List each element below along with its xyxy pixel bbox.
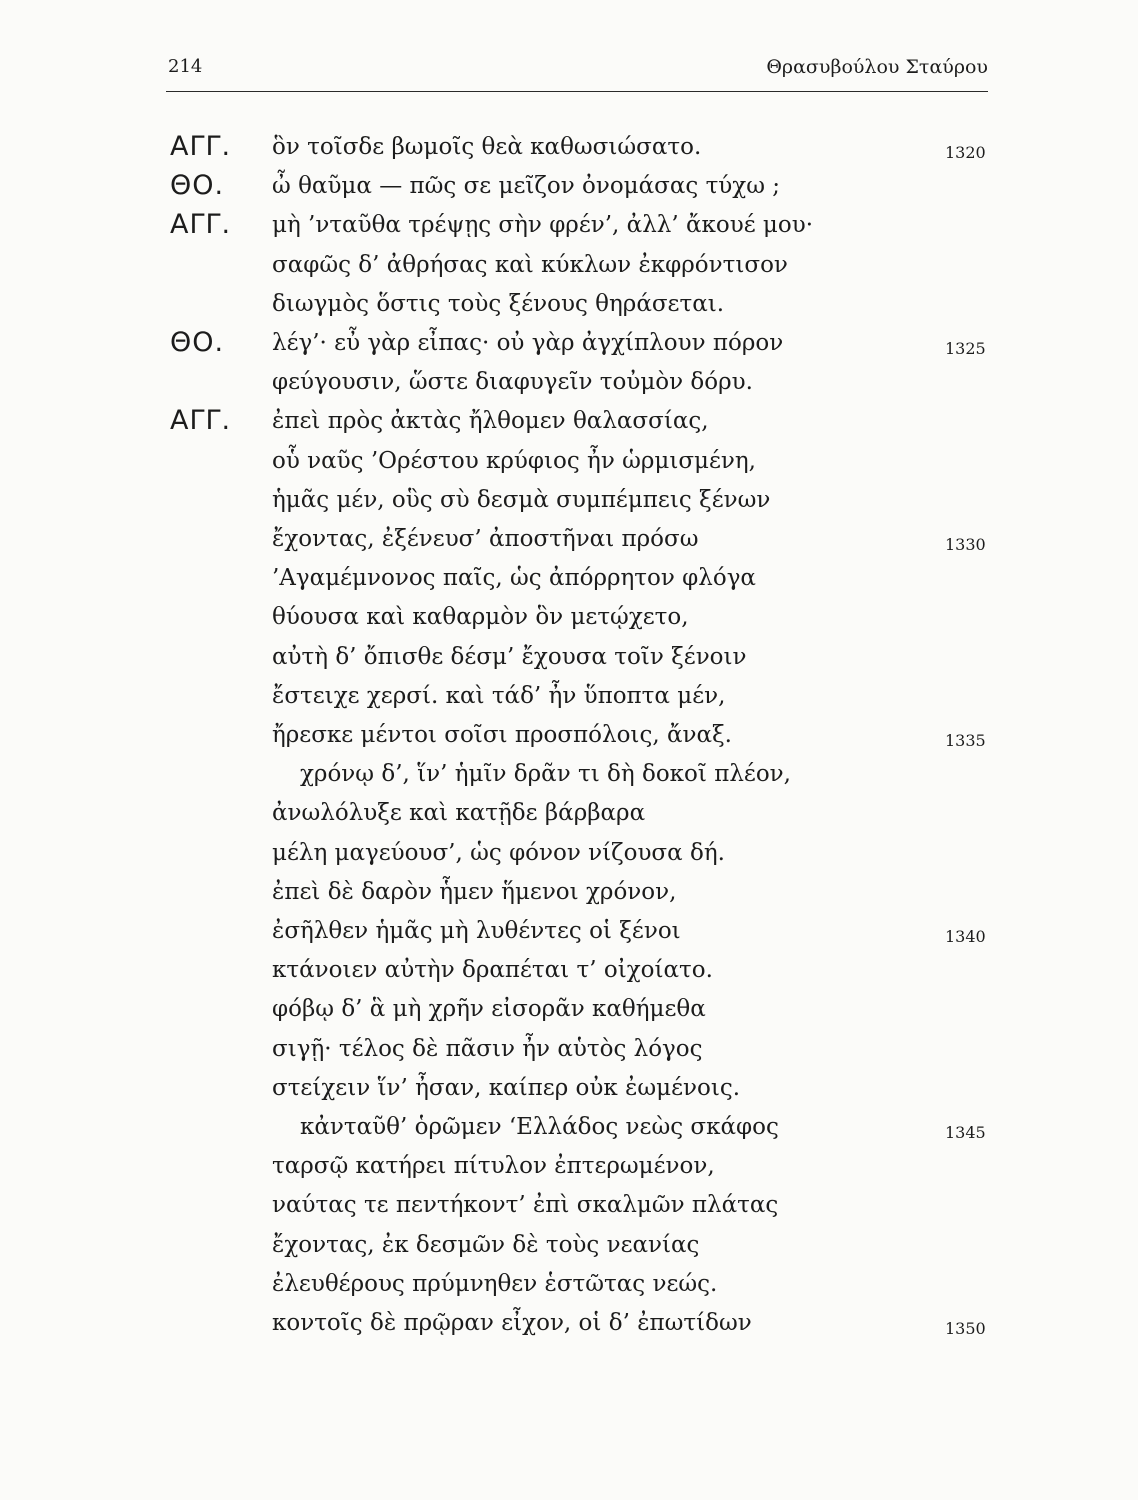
verse-text: διωγμὸς ὅστις τοὺς ξένους θηράσεται. [272, 290, 725, 317]
verse-text: ’Αγαμέμνονος παῖς, ὡς ἀπόρρητον φλόγα [272, 565, 756, 592]
line-number: 1325 [945, 339, 986, 358]
verse-line [0, 1187, 1138, 1223]
verse-line [0, 599, 1138, 635]
verse-line [0, 286, 1138, 322]
verse-text: ἔχοντας, ἐκ δεσμῶν δὲ τοὺς νεανίας [272, 1231, 700, 1258]
verse-text: ὃν τοῖσδε βωμοῖς θεὰ καθωσιώσατο. [272, 134, 702, 160]
verse-line [0, 991, 1138, 1027]
line-number: 1340 [945, 927, 986, 946]
verse-text: μὴ ’νταῦθα τρέψῃς σὴν φρέν’, ἀλλ’ ἄκουέ μου· [272, 212, 814, 239]
line-number: 1330 [945, 535, 986, 554]
verse-text: φόβῳ δ’ ἃ μὴ χρῆν εἰσορᾶν καθήμεθα [272, 996, 706, 1023]
verse-line [0, 521, 1138, 557]
verse-line [0, 560, 1138, 596]
speaker-label: ΑΓΓ. [170, 405, 232, 437]
speaker-label: ΑΓΓ. [170, 131, 232, 162]
verse-line [0, 913, 1138, 949]
verse-line [0, 325, 1138, 361]
verse-line [0, 1266, 1138, 1302]
line-number: 1335 [945, 731, 986, 750]
line-number: 1345 [945, 1123, 986, 1142]
verse-text: θύουσα καὶ καθαρμὸν ὃν μετῴχετο, [272, 604, 689, 631]
verse-line [0, 756, 1138, 792]
verse-line [0, 1305, 1138, 1341]
verse-line [0, 952, 1138, 988]
verse-text: φεύγουσιν, ὥστε διαφυγεῖν τοὐμὸν δόρυ. [272, 369, 753, 396]
verse-text: ἐσῆλθεν ἡμᾶς μὴ λυθέντες οἱ ξένοι [272, 918, 681, 944]
verse-text: χρόνῳ δ’, ἵν’ ἡμῖν δρᾶν τι δὴ δοκοῖ πλέον, [300, 761, 791, 788]
verse-line [0, 835, 1138, 871]
verse-line [0, 1070, 1138, 1106]
verse-line [0, 1227, 1138, 1263]
verse-text: ναύτας τε πεντήκοντ’ ἐπὶ σκαλμῶν πλάτας [272, 1192, 779, 1219]
verse-line [0, 207, 1138, 243]
page-number: 214 [168, 56, 203, 77]
speaker-label: ΘΟ. [170, 170, 225, 202]
speaker-label: ΘΟ. [170, 327, 225, 358]
verse-text: ἐπεὶ πρὸς ἀκτὰς ἤλθομεν θαλασσίας, [272, 408, 709, 435]
speaker-label: ΑΓΓ. [170, 209, 232, 241]
verse-line [0, 129, 1138, 165]
verse-text: κἀνταῦθ’ ὁρῶμεν ‘Ελλάδος νεὼς σκάφος [300, 1114, 779, 1140]
verse-text: αὐτὴ δ’ ὄπισθε δέσμ’ ἔχουσα τοῖν ξένοιν [272, 643, 747, 670]
verse-line [0, 443, 1138, 479]
verse-line [0, 482, 1138, 518]
verse-text: ἡμᾶς μέν, οὓς σὺ δεσμὰ συμπέμπεις ξένων [272, 486, 771, 513]
verse-text: κοντοῖς δὲ πρῷραν εἶχον, οἱ δ’ ἐπωτίδων [272, 1310, 752, 1336]
verse-text: ἔχοντας, ἐξένευσ’ ἀποστῆναι πρόσω [272, 526, 699, 552]
line-number: 1320 [945, 143, 986, 162]
verse-text: ταρσῷ κατήρει πίτυλον ἐπτερωμένον, [272, 1153, 715, 1180]
verse-text: ἐλευθέρους πρύμνηθεν ἑστῶτας νεώς. [272, 1270, 718, 1297]
verse-text: σιγῇ· τέλος δὲ πᾶσιν ἦν αὑτὸς λόγος [272, 1035, 703, 1062]
verse-line [0, 1109, 1138, 1145]
verse-text: ὦ θαῦμα — πῶς σε μεῖζον ὀνομάσας τύχω ; [272, 173, 781, 200]
verse-line [0, 874, 1138, 910]
verse-text: οὗ ναῦς ’Ορέστου κρύφιος ἦν ὡρμισμένη, [272, 447, 756, 474]
verse-text: ἔστειχε χερσί. καὶ τάδ’ ἦν ὕποπτα μέν, [272, 682, 726, 709]
verse-text: ἤρεσκε μέντοι σοῖσι προσπόλοις, ἄναξ. [272, 722, 732, 748]
verse-text: μέλη μαγεύουσ’, ὡς φόνον νίζουσα δή. [272, 839, 725, 866]
verse-text: κτάνοιεν αὐτὴν δραπέται τ’ οἰχοίατο. [272, 957, 713, 984]
verse-line [0, 403, 1138, 439]
verse-line [0, 1031, 1138, 1067]
verse-line [0, 639, 1138, 675]
verse-line [0, 1148, 1138, 1184]
verse-text: σαφῶς δ’ ἀθρήσας καὶ κύκλων ἐκφρόντισον [272, 251, 788, 278]
verse-text: ἐπεὶ δὲ δαρὸν ἧμεν ἥμενοι χρόνον, [272, 878, 677, 905]
verse-line [0, 168, 1138, 204]
verse-line [0, 247, 1138, 283]
line-number: 1350 [945, 1319, 986, 1338]
running-head: Θρασυβούλου Σταύρου [766, 56, 988, 78]
verse-text: στείχειν ἵν’ ἦσαν, καίπερ οὐκ ἐωμένοις. [272, 1074, 741, 1101]
verse-line [0, 678, 1138, 714]
verse-line [0, 717, 1138, 753]
verse-line [0, 795, 1138, 831]
verse-text: λέγ’· εὖ γὰρ εἶπας· οὐ γὰρ ἀγχίπλουν πόρον [272, 330, 784, 356]
verse-text: ἀνωλόλυξε καὶ κατῇδε βάρβαρα [272, 800, 646, 827]
verse-line [0, 364, 1138, 400]
